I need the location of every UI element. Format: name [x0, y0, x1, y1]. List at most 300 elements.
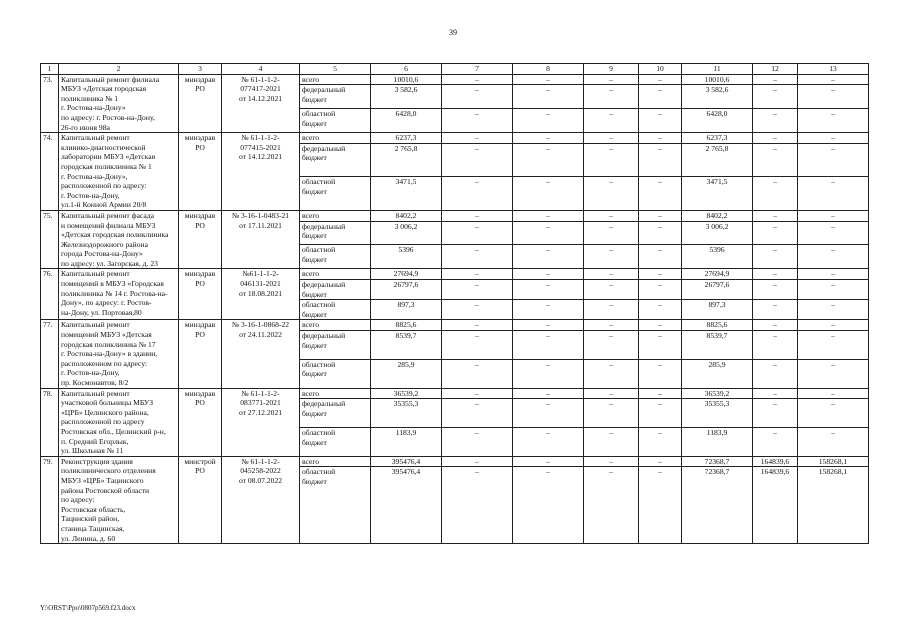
amount-c10: –	[639, 210, 682, 221]
cell-line: 045258-2022	[240, 466, 281, 476]
cell-line: федеральный	[302, 280, 346, 290]
amount-c12: –	[753, 280, 798, 300]
amount-c10: –	[639, 245, 682, 269]
cell-line: минздрав	[184, 133, 216, 143]
funding-source	[300, 245, 371, 269]
cell-line: г. Ростова-на-Дону»,	[61, 171, 128, 181]
agency	[179, 133, 222, 211]
document-ref	[222, 456, 300, 543]
table-row	[41, 133, 869, 144]
amount-c7: –	[442, 388, 513, 399]
cell-line: от 17.11.2021	[239, 220, 282, 230]
cell-line: бюджет	[302, 186, 327, 196]
amount-c8: –	[513, 269, 584, 280]
amount-c9: –	[584, 109, 639, 133]
amount-c7: –	[442, 280, 513, 300]
amount-c6: 1183,9	[371, 427, 442, 456]
cell-line: на-Дону, ул. Портовая,80	[61, 307, 142, 317]
funding-source	[300, 427, 371, 456]
amount-c12: –	[753, 177, 798, 211]
amount-c13: –	[798, 210, 869, 221]
amount-c9: –	[584, 427, 639, 456]
funding-source	[300, 467, 371, 544]
cell-line: района Ростовской области	[61, 485, 150, 495]
amount-c11: 8825,6	[682, 320, 753, 331]
row-number: 73.	[41, 74, 59, 133]
amount-c10: –	[639, 133, 682, 144]
cell-line: бюджет	[302, 369, 327, 379]
cell-line: г. Ростова-на-Дону»	[61, 103, 126, 113]
amount-c6: 8402,2	[371, 210, 442, 221]
amount-c12: –	[753, 388, 798, 399]
funding-source	[300, 399, 371, 428]
amount-c7: –	[442, 177, 513, 211]
amount-c7: –	[442, 143, 513, 177]
funding-source	[300, 456, 371, 467]
amount-c7: –	[442, 269, 513, 280]
cell-line: бюджет	[302, 153, 327, 163]
amount-c12: –	[753, 300, 798, 320]
table-row	[41, 74, 869, 85]
amount-c13: –	[798, 177, 869, 211]
funding-source	[300, 300, 371, 320]
amount-c11: 5396	[682, 245, 753, 269]
amount-c8: –	[513, 467, 584, 544]
funding-source	[300, 320, 371, 331]
cell-line: минздрав	[184, 269, 216, 279]
cell-line: от 27.12.2021	[238, 407, 283, 417]
cell-line: расположенном по адресу:	[61, 358, 148, 368]
amount-c11: 26797,6	[682, 280, 753, 300]
funding-source	[300, 74, 371, 85]
cell-line: бюджет	[302, 476, 327, 486]
column-number-header: 8	[513, 64, 584, 75]
amount-c10: –	[639, 331, 682, 360]
amount-c11: 3 582,6	[682, 85, 753, 109]
funding-source	[300, 109, 371, 133]
object-name	[59, 133, 179, 211]
amount-c7: –	[442, 85, 513, 109]
amount-c8: –	[513, 331, 584, 360]
column-number-header: 13	[798, 64, 869, 75]
object-name	[59, 320, 179, 388]
amount-c10: –	[639, 320, 682, 331]
amount-c8: –	[513, 109, 584, 133]
funding-source	[300, 133, 371, 144]
agency	[179, 269, 222, 320]
amount-c12: –	[753, 109, 798, 133]
funding-source	[300, 210, 371, 221]
amount-c10: –	[639, 177, 682, 211]
cell-line: бюджет	[302, 309, 327, 319]
amount-c9: –	[584, 320, 639, 331]
amount-c9: –	[584, 280, 639, 300]
amount-c10: –	[639, 280, 682, 300]
amount-c12: –	[753, 133, 798, 144]
amount-c10: –	[639, 300, 682, 320]
cell-line: РО	[195, 466, 205, 476]
cell-line: бюджет	[302, 340, 327, 350]
amount-c8: –	[513, 427, 584, 456]
amount-c11: 3471,5	[682, 177, 753, 211]
table-row	[41, 320, 869, 331]
cell-line: по адресу: г. Ростов-на-Дону,	[61, 112, 155, 122]
funding-source	[300, 85, 371, 109]
cell-line: бюджет	[302, 408, 327, 418]
amount-c12: –	[753, 210, 798, 221]
amount-c6: 897,3	[371, 300, 442, 320]
cell-line: ул.1-й Конной Армии 20/8	[61, 200, 147, 210]
document-ref	[222, 210, 300, 269]
amount-c11: 10010,6	[682, 74, 753, 85]
cell-line: РО	[195, 279, 205, 289]
cell-line: п. Средний Егорлык,	[61, 436, 129, 446]
cell-line: бюджет	[302, 94, 327, 104]
amount-c9: –	[584, 467, 639, 544]
row-number: 77.	[41, 320, 59, 388]
amount-c10: –	[639, 456, 682, 467]
cell-line: всего	[302, 74, 320, 84]
cell-line: поликлиника № 14 г. Ростова-на-	[61, 288, 168, 298]
cell-line: от 24.11.2022	[239, 330, 282, 340]
column-number-header: 12	[753, 64, 798, 75]
cell-line: минздрав	[184, 320, 216, 330]
cell-line: городская поликлиника № 1	[61, 161, 152, 171]
cell-line: городская поликлиника № 17	[61, 339, 156, 349]
amount-c6: 10010,6	[371, 74, 442, 85]
amount-c11: 6237,3	[682, 133, 753, 144]
amount-c11: 2 765,8	[682, 143, 753, 177]
cell-line: федеральный	[302, 399, 346, 409]
funding-source	[300, 143, 371, 177]
cell-line: № 3-16-1-0483-21	[231, 210, 290, 220]
funding-source	[300, 221, 371, 245]
amount-c7: –	[442, 427, 513, 456]
funding-source	[300, 388, 371, 399]
amount-c8: –	[513, 300, 584, 320]
cell-line: 26-го июня 98а	[61, 122, 110, 132]
amount-c9: –	[584, 399, 639, 428]
cell-line: областной	[302, 245, 336, 255]
column-number-header: 1	[41, 64, 59, 75]
cell-line: всего	[302, 388, 320, 398]
amount-c10: –	[639, 109, 682, 133]
amount-c13: –	[798, 245, 869, 269]
row-number: 79.	[41, 456, 59, 543]
amount-c12: –	[753, 221, 798, 245]
amount-c12: 164839,6	[753, 456, 798, 467]
amount-c6: 395476,4	[371, 467, 442, 544]
amount-c6: 395476,4	[371, 456, 442, 467]
amount-c11: 897,3	[682, 300, 753, 320]
cell-line: № 61-1-1-2-	[241, 388, 280, 398]
amount-c7: –	[442, 221, 513, 245]
cell-line: минздрав	[184, 210, 216, 220]
amount-c11: 35355,3	[682, 399, 753, 428]
amount-c11: 6428,0	[682, 109, 753, 133]
agency	[179, 388, 222, 456]
cell-line: РО	[195, 220, 205, 230]
object-name	[59, 74, 179, 133]
amount-c13: –	[798, 109, 869, 133]
cell-line: бюджет	[302, 118, 327, 128]
column-number-header: 3	[179, 64, 222, 75]
amount-c10: –	[639, 143, 682, 177]
cell-line: пр. Космонавтов, 8/2	[61, 378, 129, 387]
cell-line: № 61-1-1-2-	[241, 133, 280, 143]
cell-line: расположенной по адресу	[61, 417, 145, 427]
amount-c7: –	[442, 320, 513, 331]
amount-c9: –	[584, 456, 639, 467]
amount-c13: –	[798, 331, 869, 360]
cell-line: № 61-1-1-2-	[241, 456, 280, 466]
cell-line: МБУЗ «Детская городская	[61, 84, 147, 94]
amount-c12: –	[753, 245, 798, 269]
amount-c13: –	[798, 85, 869, 109]
column-number-header: 4	[222, 64, 300, 75]
amount-c13: –	[798, 359, 869, 388]
cell-line: клинико-диагностической	[61, 142, 146, 152]
cell-line: поликлинического отделения	[61, 466, 156, 476]
cell-line: Капитальный ремонт	[61, 388, 130, 398]
cell-line: Капитальный ремонт	[61, 269, 130, 279]
amount-c8: –	[513, 177, 584, 211]
cell-line: г. Ростов-на-Дону,	[61, 190, 120, 200]
funding-source	[300, 331, 371, 360]
cell-line: 077417-2021	[240, 84, 281, 94]
amount-c13: –	[798, 133, 869, 144]
cell-line: лаборатории МБУЗ «Детская	[61, 152, 156, 162]
cell-line: всего	[302, 210, 320, 220]
cell-line: ул. Ленина, д. 60	[61, 533, 116, 543]
document-ref	[222, 133, 300, 211]
cell-line: по адресу:	[61, 495, 95, 505]
cell-line: участковой больницы МБУЗ	[61, 398, 153, 408]
amount-c7: –	[442, 210, 513, 221]
column-number-header: 2	[59, 64, 179, 75]
amount-c12: –	[753, 143, 798, 177]
amount-c7: –	[442, 467, 513, 544]
column-number-header: 7	[442, 64, 513, 75]
cell-line: федеральный	[302, 85, 346, 95]
cell-line: Тацинский район,	[61, 514, 120, 524]
amount-c9: –	[584, 143, 639, 177]
cell-line: помещений в МБУЗ «Городская	[61, 279, 164, 289]
amount-c8: –	[513, 245, 584, 269]
amount-c10: –	[639, 269, 682, 280]
amount-c12: –	[753, 74, 798, 85]
amount-c9: –	[584, 269, 639, 280]
document-ref	[222, 269, 300, 320]
table-row	[41, 210, 869, 221]
amount-c7: –	[442, 331, 513, 360]
document-ref	[222, 388, 300, 456]
agency	[179, 320, 222, 388]
cell-line: Капитальный ремонт	[61, 320, 130, 330]
amount-c6: 2 765,8	[371, 143, 442, 177]
amount-c13: –	[798, 300, 869, 320]
column-number-header: 11	[682, 64, 753, 75]
cell-line: от 14.12.2021	[238, 93, 283, 103]
cell-line: бюджет	[302, 437, 327, 447]
program-table	[40, 63, 869, 544]
column-number-header: 10	[639, 64, 682, 75]
cell-line: № 3-16-1-0868-22	[231, 320, 290, 330]
amount-c9: –	[584, 388, 639, 399]
amount-c13: 158268,1	[798, 456, 869, 467]
cell-line: федеральный	[302, 221, 346, 231]
cell-line: 046131-2021	[240, 279, 281, 289]
cell-line: областной	[302, 300, 336, 310]
funding-source	[300, 280, 371, 300]
table-row	[41, 456, 869, 467]
amount-c6: 26797,6	[371, 280, 442, 300]
amount-c10: –	[639, 74, 682, 85]
cell-line: Капитальный ремонт	[61, 133, 130, 143]
amount-c13: –	[798, 74, 869, 85]
amount-c13: –	[798, 221, 869, 245]
amount-c6: 36539,2	[371, 388, 442, 399]
amount-c8: –	[513, 359, 584, 388]
cell-line: Капитальный ремонт филиала	[61, 74, 160, 84]
cell-line: РО	[195, 330, 205, 340]
amount-c13: –	[798, 269, 869, 280]
amount-c11: 1183,9	[682, 427, 753, 456]
column-number-header: 5	[300, 64, 371, 75]
cell-line: всего	[302, 133, 320, 143]
agency	[179, 456, 222, 543]
amount-c8: –	[513, 320, 584, 331]
amount-c6: 27694,9	[371, 269, 442, 280]
object-name	[59, 456, 179, 543]
amount-c10: –	[639, 388, 682, 399]
amount-c6: 285,9	[371, 359, 442, 388]
cell-line: «Детская городская поликлиника	[61, 230, 169, 240]
cell-line: минздрав	[184, 388, 216, 398]
cell-line: Ростовская область,	[61, 504, 126, 514]
cell-line: федеральный	[302, 331, 346, 341]
cell-line: № 61-1-1-2-	[241, 74, 280, 84]
cell-line: помещений МБУЗ «Детская	[61, 330, 152, 340]
page-number: 39	[449, 28, 457, 37]
amount-c8: –	[513, 280, 584, 300]
amount-c10: –	[639, 221, 682, 245]
amount-c6: 3 582,6	[371, 85, 442, 109]
amount-c6: 8825,6	[371, 320, 442, 331]
cell-line: Дону», по адресу: г. Ростов-	[61, 298, 152, 308]
amount-c8: –	[513, 74, 584, 85]
row-number: 76.	[41, 269, 59, 320]
amount-c11: 3 006,2	[682, 221, 753, 245]
amount-c11: 36539,2	[682, 388, 753, 399]
cell-line: г. Ростов-на-Дону,	[61, 368, 120, 378]
row-number: 75.	[41, 210, 59, 269]
object-name	[59, 388, 179, 456]
amount-c8: –	[513, 210, 584, 221]
amount-c8: –	[513, 143, 584, 177]
amount-c11: 72368,7	[682, 456, 753, 467]
cell-line: областной	[302, 359, 336, 369]
agency	[179, 74, 222, 133]
cell-line: 077415-2021	[240, 142, 281, 152]
cell-line: №61-1-1-2-	[242, 269, 279, 279]
cell-line: федеральный	[302, 143, 346, 153]
amount-c6: 8539,7	[371, 331, 442, 360]
funding-source	[300, 269, 371, 280]
cell-line: всего	[302, 269, 320, 279]
amount-c9: –	[584, 245, 639, 269]
cell-line: от 08.07.2022	[238, 475, 283, 485]
amount-c13: –	[798, 143, 869, 177]
agency	[179, 210, 222, 269]
cell-line: бюджет	[302, 231, 327, 241]
row-number: 78.	[41, 388, 59, 456]
amount-c9: –	[584, 221, 639, 245]
cell-line: г. Ростова-на-Дону» в здании,	[61, 349, 158, 359]
column-number-header: 9	[584, 64, 639, 75]
cell-line: поликлиника № 1	[61, 93, 119, 103]
amount-c9: –	[584, 359, 639, 388]
cell-line: областной	[302, 467, 336, 477]
amount-c9: –	[584, 74, 639, 85]
amount-c7: –	[442, 245, 513, 269]
cell-line: города Ростова-на-Дону»	[61, 249, 143, 259]
amount-c12: –	[753, 85, 798, 109]
cell-line: областной	[302, 427, 336, 437]
amount-c12: 164839,6	[753, 467, 798, 544]
amount-c7: –	[442, 74, 513, 85]
amount-c9: –	[584, 210, 639, 221]
cell-line: 083771-2021	[240, 398, 281, 408]
amount-c10: –	[639, 427, 682, 456]
amount-c10: –	[639, 359, 682, 388]
cell-line: РО	[195, 142, 205, 152]
cell-line: минстрой	[184, 456, 216, 466]
amount-c6: 5396	[371, 245, 442, 269]
amount-c11: 8402,2	[682, 210, 753, 221]
amount-c8: –	[513, 85, 584, 109]
cell-line: Капитальный ремонт фасада	[61, 210, 155, 220]
amount-c10: –	[639, 399, 682, 428]
cell-line: расположенной по адресу:	[61, 181, 147, 191]
amount-c8: –	[513, 456, 584, 467]
cell-line: бюджет	[302, 289, 327, 299]
amount-c9: –	[584, 133, 639, 144]
table-row	[41, 388, 869, 399]
amount-c11: 72368,7	[682, 467, 753, 544]
amount-c13: –	[798, 399, 869, 428]
cell-line: всего	[302, 456, 320, 466]
amount-c7: –	[442, 359, 513, 388]
column-number-header: 6	[371, 64, 442, 75]
amount-c13: –	[798, 280, 869, 300]
amount-c12: –	[753, 331, 798, 360]
amount-c12: –	[753, 427, 798, 456]
cell-line: по адресу: ул. Загорская, д. 23	[61, 258, 158, 268]
cell-line: МБУЗ «ЦРБ» Тацинского	[61, 475, 144, 485]
amount-c13: –	[798, 427, 869, 456]
cell-line: от 18.08.2021	[238, 288, 283, 298]
row-number: 74.	[41, 133, 59, 211]
funding-source	[300, 177, 371, 211]
amount-c11: 8539,7	[682, 331, 753, 360]
amount-c10: –	[639, 85, 682, 109]
funding-source	[300, 359, 371, 388]
cell-line: РО	[195, 84, 205, 94]
amount-c8: –	[513, 399, 584, 428]
amount-c11: 27694,9	[682, 269, 753, 280]
amount-c9: –	[584, 300, 639, 320]
